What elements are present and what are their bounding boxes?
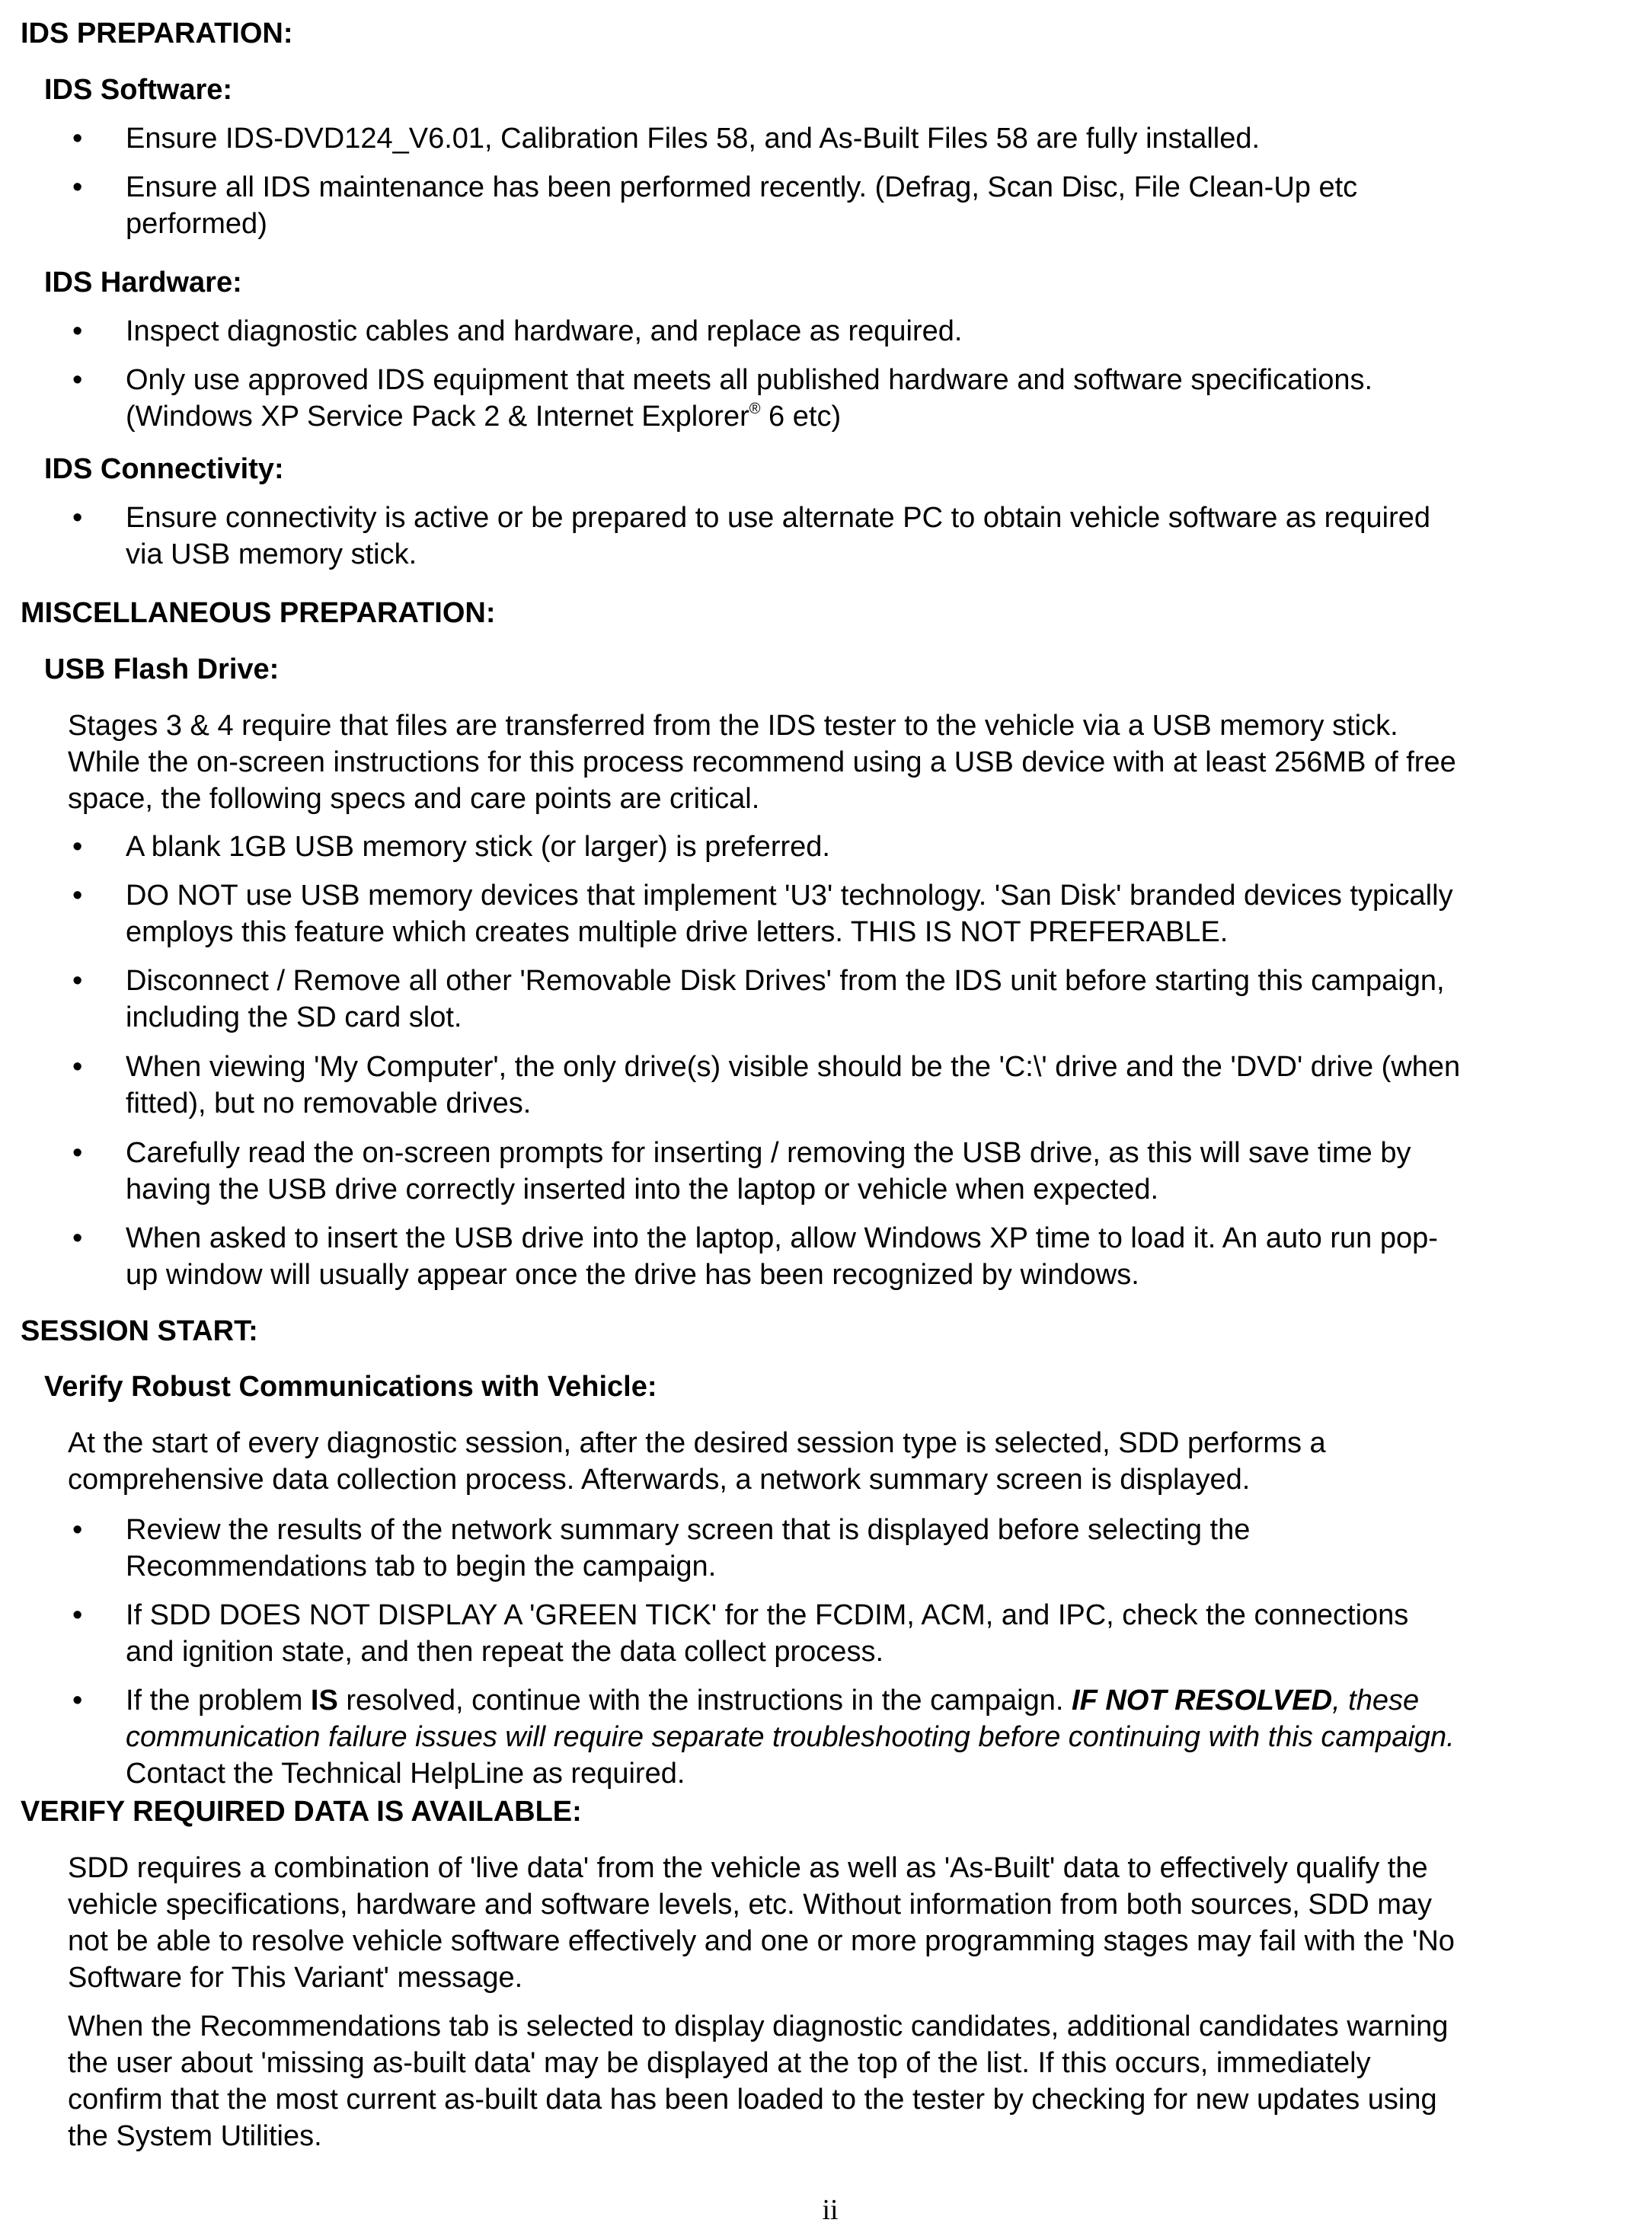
paragraph: [68, 1425, 1637, 1498]
subheading-verify-communications: Verify Robust Communications with Vehicle:: [44, 1371, 657, 1403]
emphasis-if-not-resolved: IF NOT RESOLVED: [1072, 1685, 1333, 1717]
paragraph: [68, 707, 1637, 817]
text-span: (Windows XP Service Pack 2 & Internet Explorer: [126, 401, 749, 433]
text-line: If SDD DOES NOT DISPLAY A 'GREEN TICK' for the FCDIM, ACM, and IPC, check the connections: [126, 1599, 1409, 1631]
bullet-icon: •: [72, 831, 83, 863]
bullet-icon: •: [72, 171, 83, 203]
text-line: Software for This Variant' message.: [68, 1962, 523, 1994]
text-span: 6 etc): [760, 401, 842, 433]
text-line: comprehensive data collection process. Afterwards, a network summary screen is displayed.: [68, 1464, 1251, 1496]
text-line: Stages 3 & 4 require that files are transferred from the IDS tester to the vehicle via a USB memory stick.: [68, 710, 1398, 742]
text-line: up window will usually appear once the drive has been recognized by windows.: [126, 1259, 1139, 1291]
registered-mark: ®: [749, 401, 761, 417]
text-line: When viewing 'My Computer', the only drive(s) visible should be the 'C:\' drive and the 'DVD' drive (when: [126, 1051, 1461, 1083]
emphasis-is: IS: [310, 1685, 338, 1717]
text-line: vehicle specifications, hardware and software levels, etc. Without information from both sources, SDD may: [68, 1889, 1432, 1921]
text-line: Ensure all IDS maintenance has been performed recently. (Defrag, Scan Disc, File Clean-Up etc: [126, 171, 1358, 203]
text-line: and ignition state, and then repeat the data collect process.: [126, 1636, 884, 1668]
bullet-icon: •: [72, 965, 83, 997]
page-number: ii: [822, 2194, 839, 2226]
text-line: Contact the Technical HelpLine as required.: [126, 1758, 685, 1790]
text-line: [126, 398, 1641, 435]
subheading-ids-connectivity: IDS Connectivity:: [44, 453, 284, 485]
bullet-icon: •: [72, 1137, 83, 1169]
text-line: fitted), but no removable drives.: [126, 1087, 532, 1119]
text-line: the System Utilities.: [68, 2120, 322, 2152]
text-line: Inspect diagnostic cables and hardware, and replace as required.: [126, 315, 963, 347]
paragraph: [68, 2008, 1637, 2154]
text-line: having the USB drive correctly inserted into the laptop or vehicle when expected.: [126, 1174, 1159, 1206]
text-line: employs this feature which creates multiple drive letters. THIS IS NOT PREFERABLE.: [126, 916, 1229, 948]
text-line: Only use approved IDS equipment that meets all published hardware and software specifications.: [126, 364, 1373, 396]
text-line: SDD requires a combination of 'live data' from the vehicle as well as 'As-Built' data to effectively qualify the: [68, 1852, 1428, 1884]
subheading-ids-software: IDS Software:: [44, 74, 233, 106]
bullet-icon: •: [72, 123, 83, 155]
bullet-icon: •: [72, 502, 83, 534]
text-line: performed): [126, 208, 267, 240]
bullet-icon: •: [72, 1514, 83, 1546]
text-line: [126, 1682, 1641, 1719]
bullet-icon: •: [72, 1051, 83, 1083]
italic-text: , these: [1332, 1685, 1420, 1717]
text-line: While the on-screen instructions for this process recommend using a USB device with at least 256MB of free: [68, 746, 1456, 778]
text-line: the user about 'missing as-built data' may be displayed at the top of the list. If this occurs, immediately: [68, 2047, 1371, 2079]
subheading-usb-flash-drive: USB Flash Drive:: [44, 653, 280, 685]
text-line: space, the following specs and care points are critical.: [68, 783, 760, 815]
text-line: Recommendations tab to begin the campaign.: [126, 1551, 717, 1582]
bullet-icon: •: [72, 315, 83, 347]
paragraph: [68, 1850, 1637, 1996]
text-line: When the Recommendations tab is selected to display diagnostic candidates, additional candidates warning: [68, 2010, 1449, 2042]
bullet-icon: •: [72, 1222, 83, 1254]
text-line: confirm that the most current as-built data has been loaded to the tester by checking for new updates using: [68, 2084, 1437, 2116]
text-line: A blank 1GB USB memory stick (or larger) is preferred.: [126, 831, 830, 863]
section-heading-misc-preparation: MISCELLANEOUS PREPARATION:: [21, 597, 496, 629]
section-heading-verify-data: VERIFY REQUIRED DATA IS AVAILABLE:: [21, 1796, 582, 1828]
text-line: When asked to insert the USB drive into the laptop, allow Windows XP time to load it. An auto run pop-: [126, 1222, 1438, 1254]
text-span: resolved, continue with the instructions in the campaign.: [337, 1685, 1072, 1717]
text-span: If the problem: [126, 1685, 311, 1717]
text-line: Ensure IDS-DVD124_V6.01, Calibration Files 58, and As-Built Files 58 are fully installed.: [126, 123, 1261, 155]
section-heading-ids-preparation: IDS PREPARATION:: [21, 18, 293, 50]
text-line: Disconnect / Remove all other 'Removable Disk Drives' from the IDS unit before starting this campaign,: [126, 965, 1445, 997]
bullet-icon: •: [72, 880, 83, 912]
text-line: Ensure connectivity is active or be prepared to use alternate PC to obtain vehicle software as required: [126, 502, 1431, 534]
bullet-icon: •: [72, 1685, 83, 1717]
text-line: At the start of every diagnostic session, after the desired session type is selected, SDD performs a: [68, 1427, 1326, 1459]
text-line: including the SD card slot.: [126, 1001, 462, 1033]
text-line: Review the results of the network summary screen that is displayed before selecting the: [126, 1514, 1251, 1546]
text-line: not be able to resolve vehicle software effectively and one or more programming stages may fail with the 'No: [68, 1925, 1455, 1957]
text-line: via USB memory stick.: [126, 538, 417, 570]
text-line: DO NOT use USB memory devices that implement 'U3' technology. 'San Disk' branded devices typically: [126, 880, 1453, 912]
bullet-icon: •: [72, 1599, 83, 1631]
text-line: Carefully read the on-screen prompts for inserting / removing the USB drive, as this will save time by: [126, 1137, 1411, 1169]
text-line: [126, 1719, 1641, 1755]
section-heading-session-start: SESSION START:: [21, 1315, 258, 1347]
italic-text: communication failure issues will require separate troubleshooting before continuing with this campaign.: [126, 1721, 1455, 1753]
bullet-icon: •: [72, 364, 83, 396]
subheading-ids-hardware: IDS Hardware:: [44, 267, 242, 299]
